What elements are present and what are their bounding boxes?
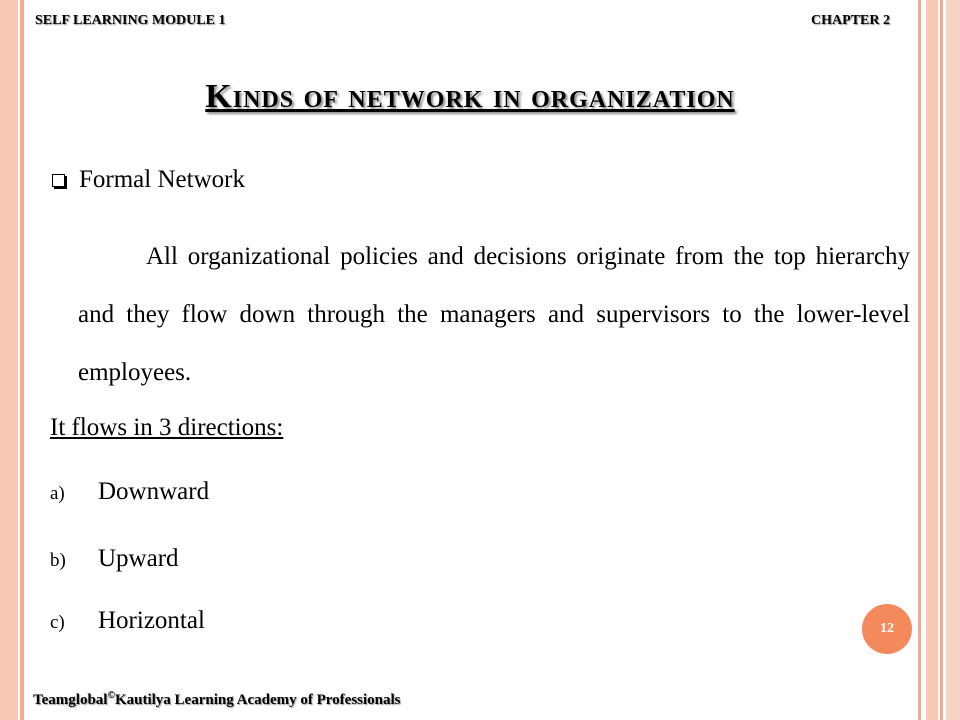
list-marker: c) — [50, 612, 65, 633]
list-marker: b) — [50, 550, 66, 571]
direction-label: Horizontal — [98, 607, 205, 634]
right-stripe — [946, 0, 960, 720]
right-stripe — [940, 0, 943, 720]
direction-item — [50, 545, 179, 573]
list-marker: a) — [50, 483, 65, 504]
direction-label: Upward — [98, 545, 179, 572]
copyright-symbol: © — [107, 690, 115, 701]
chapter-label: CHAPTER 2 — [811, 13, 890, 28]
module-label: SELF LEARNING MODULE 1 — [35, 13, 226, 28]
slide-title: Kinds of network in organization — [205, 78, 735, 115]
square-bullet-icon — [52, 174, 65, 187]
bullet-item — [52, 166, 245, 194]
direction-item — [50, 478, 209, 506]
direction-label: Downward — [98, 478, 210, 505]
footer-suffix: Kautilya Learning Academy of Professionals — [114, 692, 401, 708]
page-number-badge: 12 — [862, 604, 912, 654]
direction-item — [50, 607, 205, 635]
footer-prefix: Teamglobal — [33, 692, 108, 708]
bullet-text: Formal Network — [79, 166, 245, 193]
footer-credit — [33, 690, 401, 709]
flows-heading: It flows in 3 directions: — [50, 414, 284, 441]
body-paragraph: All organizational policies and decisions originate from the top hierarchy and they flow down through the managers and supervisors to the lower-level employees. — [78, 243, 910, 386]
